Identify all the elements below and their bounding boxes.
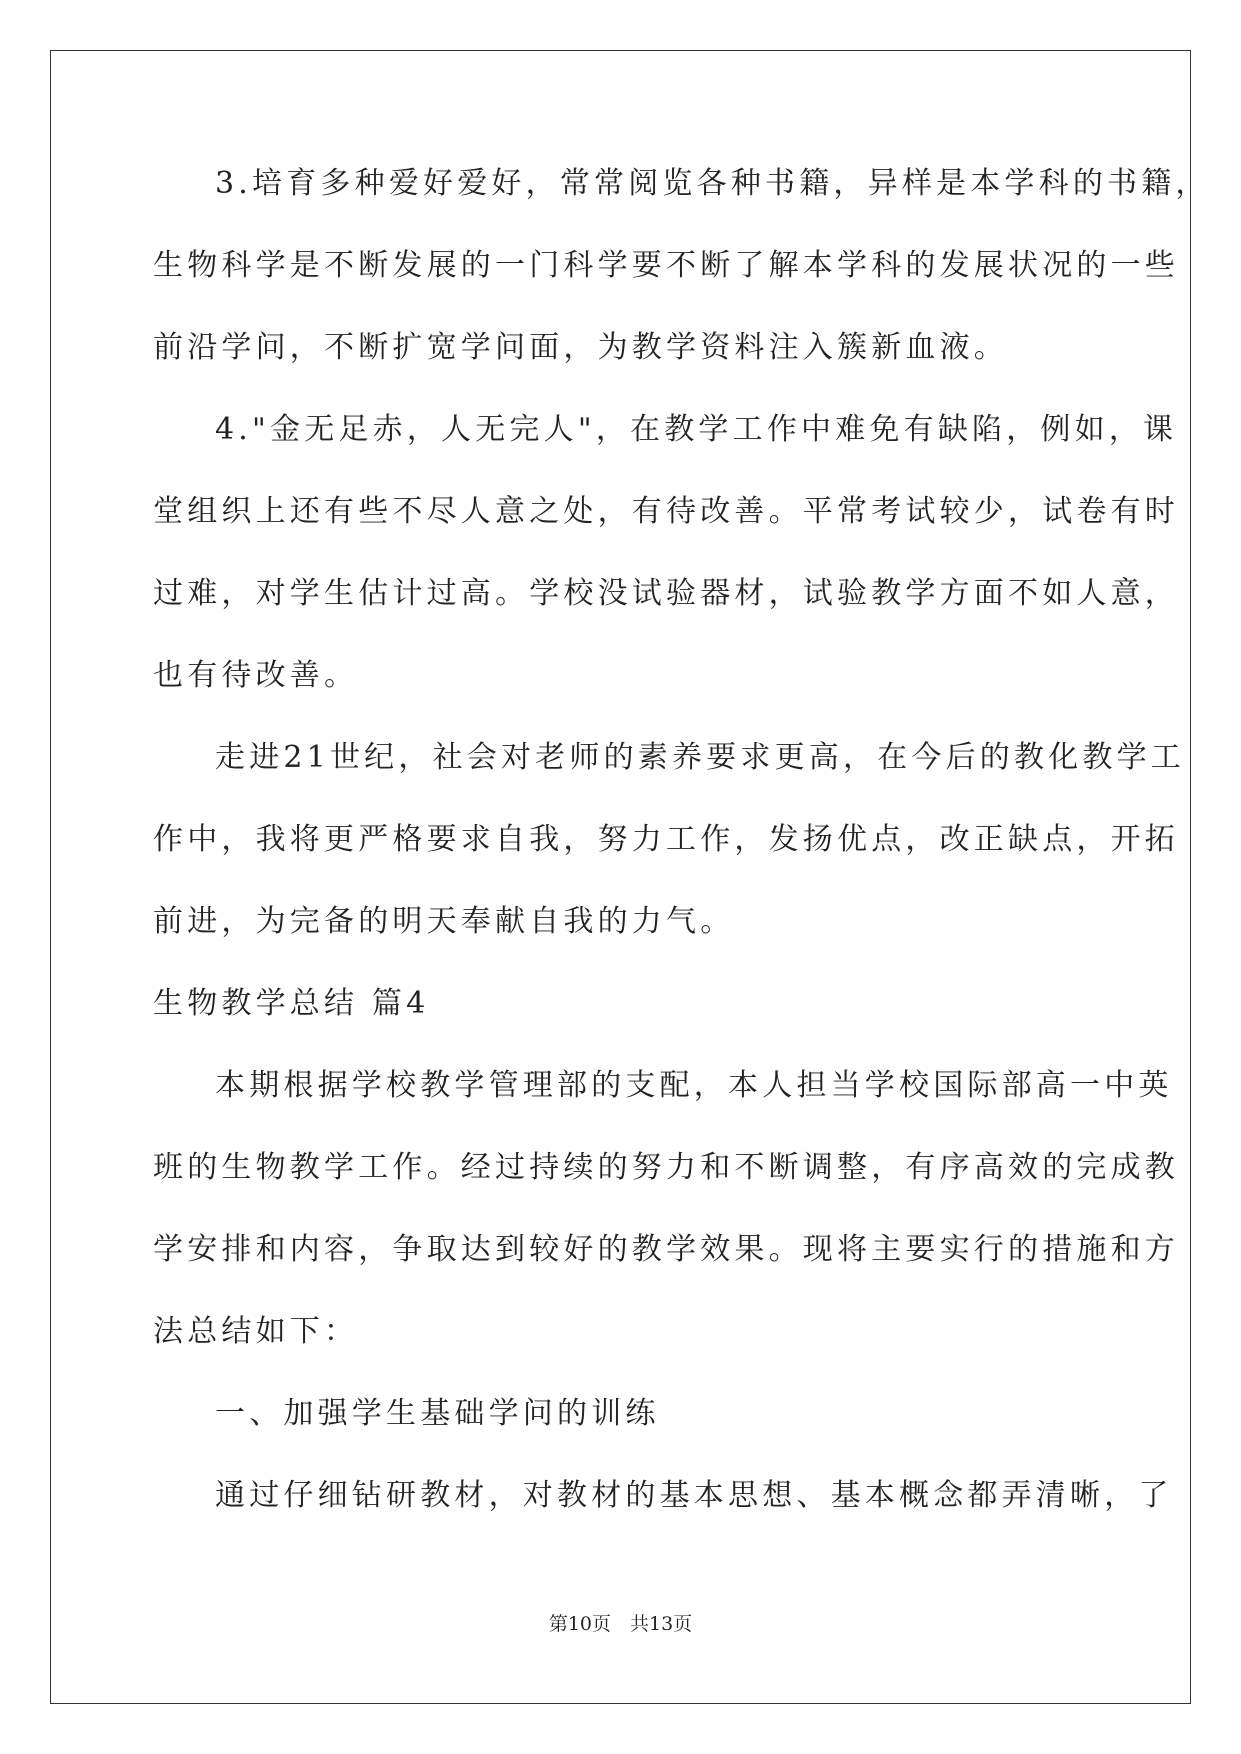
paragraph-line: 前进，为完备的明天奉献自我的力气。 [153,904,735,939]
paragraph-line: 3.培育多种爱好爱好，常常阅览各种书籍，异样是本学科的书籍， [215,166,1210,201]
paragraph-line: 生物科学是不断发展的一门科学要不断了解本学科的发展状况的一些 [153,248,1179,283]
page-number: 第10页 共13页 [548,1613,693,1635]
subsection-heading: 一、加强学生基础学问的训练 [215,1396,660,1431]
paragraph-line: 作中，我将更严格要求自我，努力工作，发扬优点，改正缺点，开拓 [153,822,1179,857]
paragraph-line: 4."金无足赤，人无完人"，在教学工作中难免有缺陷，例如，课 [215,412,1178,447]
paragraph-line: 前沿学问，不断扩宽学问面，为教学资料注入簇新血液。 [153,330,1008,365]
section-heading: 生物教学总结 篇4 [153,986,430,1021]
paragraph-line: 法总结如下： [153,1314,359,1349]
paragraph-line: 学安排和内容，争取达到较好的教学效果。现将主要实行的措施和方 [153,1232,1179,1267]
page-border [50,50,1191,1704]
paragraph-line: 本期根据学校教学管理部的支配，本人担当学校国际部高一中英 [215,1068,1173,1103]
paragraph-line: 过难，对学生估计过高。学校没试验器材，试验教学方面不如人意， [153,576,1179,611]
paragraph-line: 通过仔细钻研教材，对教材的基本思想、基本概念都弄清晰，了 [215,1478,1173,1513]
paragraph-line: 堂组织上还有些不尽人意之处，有待改善。平常考试较少，试卷有时 [153,494,1179,529]
paragraph-line: 班的生物教学工作。经过持续的努力和不断调整，有序高效的完成教 [153,1150,1179,1185]
paragraph-line: 走进21世纪，社会对老师的素养要求更高，在今后的教化教学工 [215,740,1185,775]
paragraph-line: 也有待改善。 [153,658,359,693]
